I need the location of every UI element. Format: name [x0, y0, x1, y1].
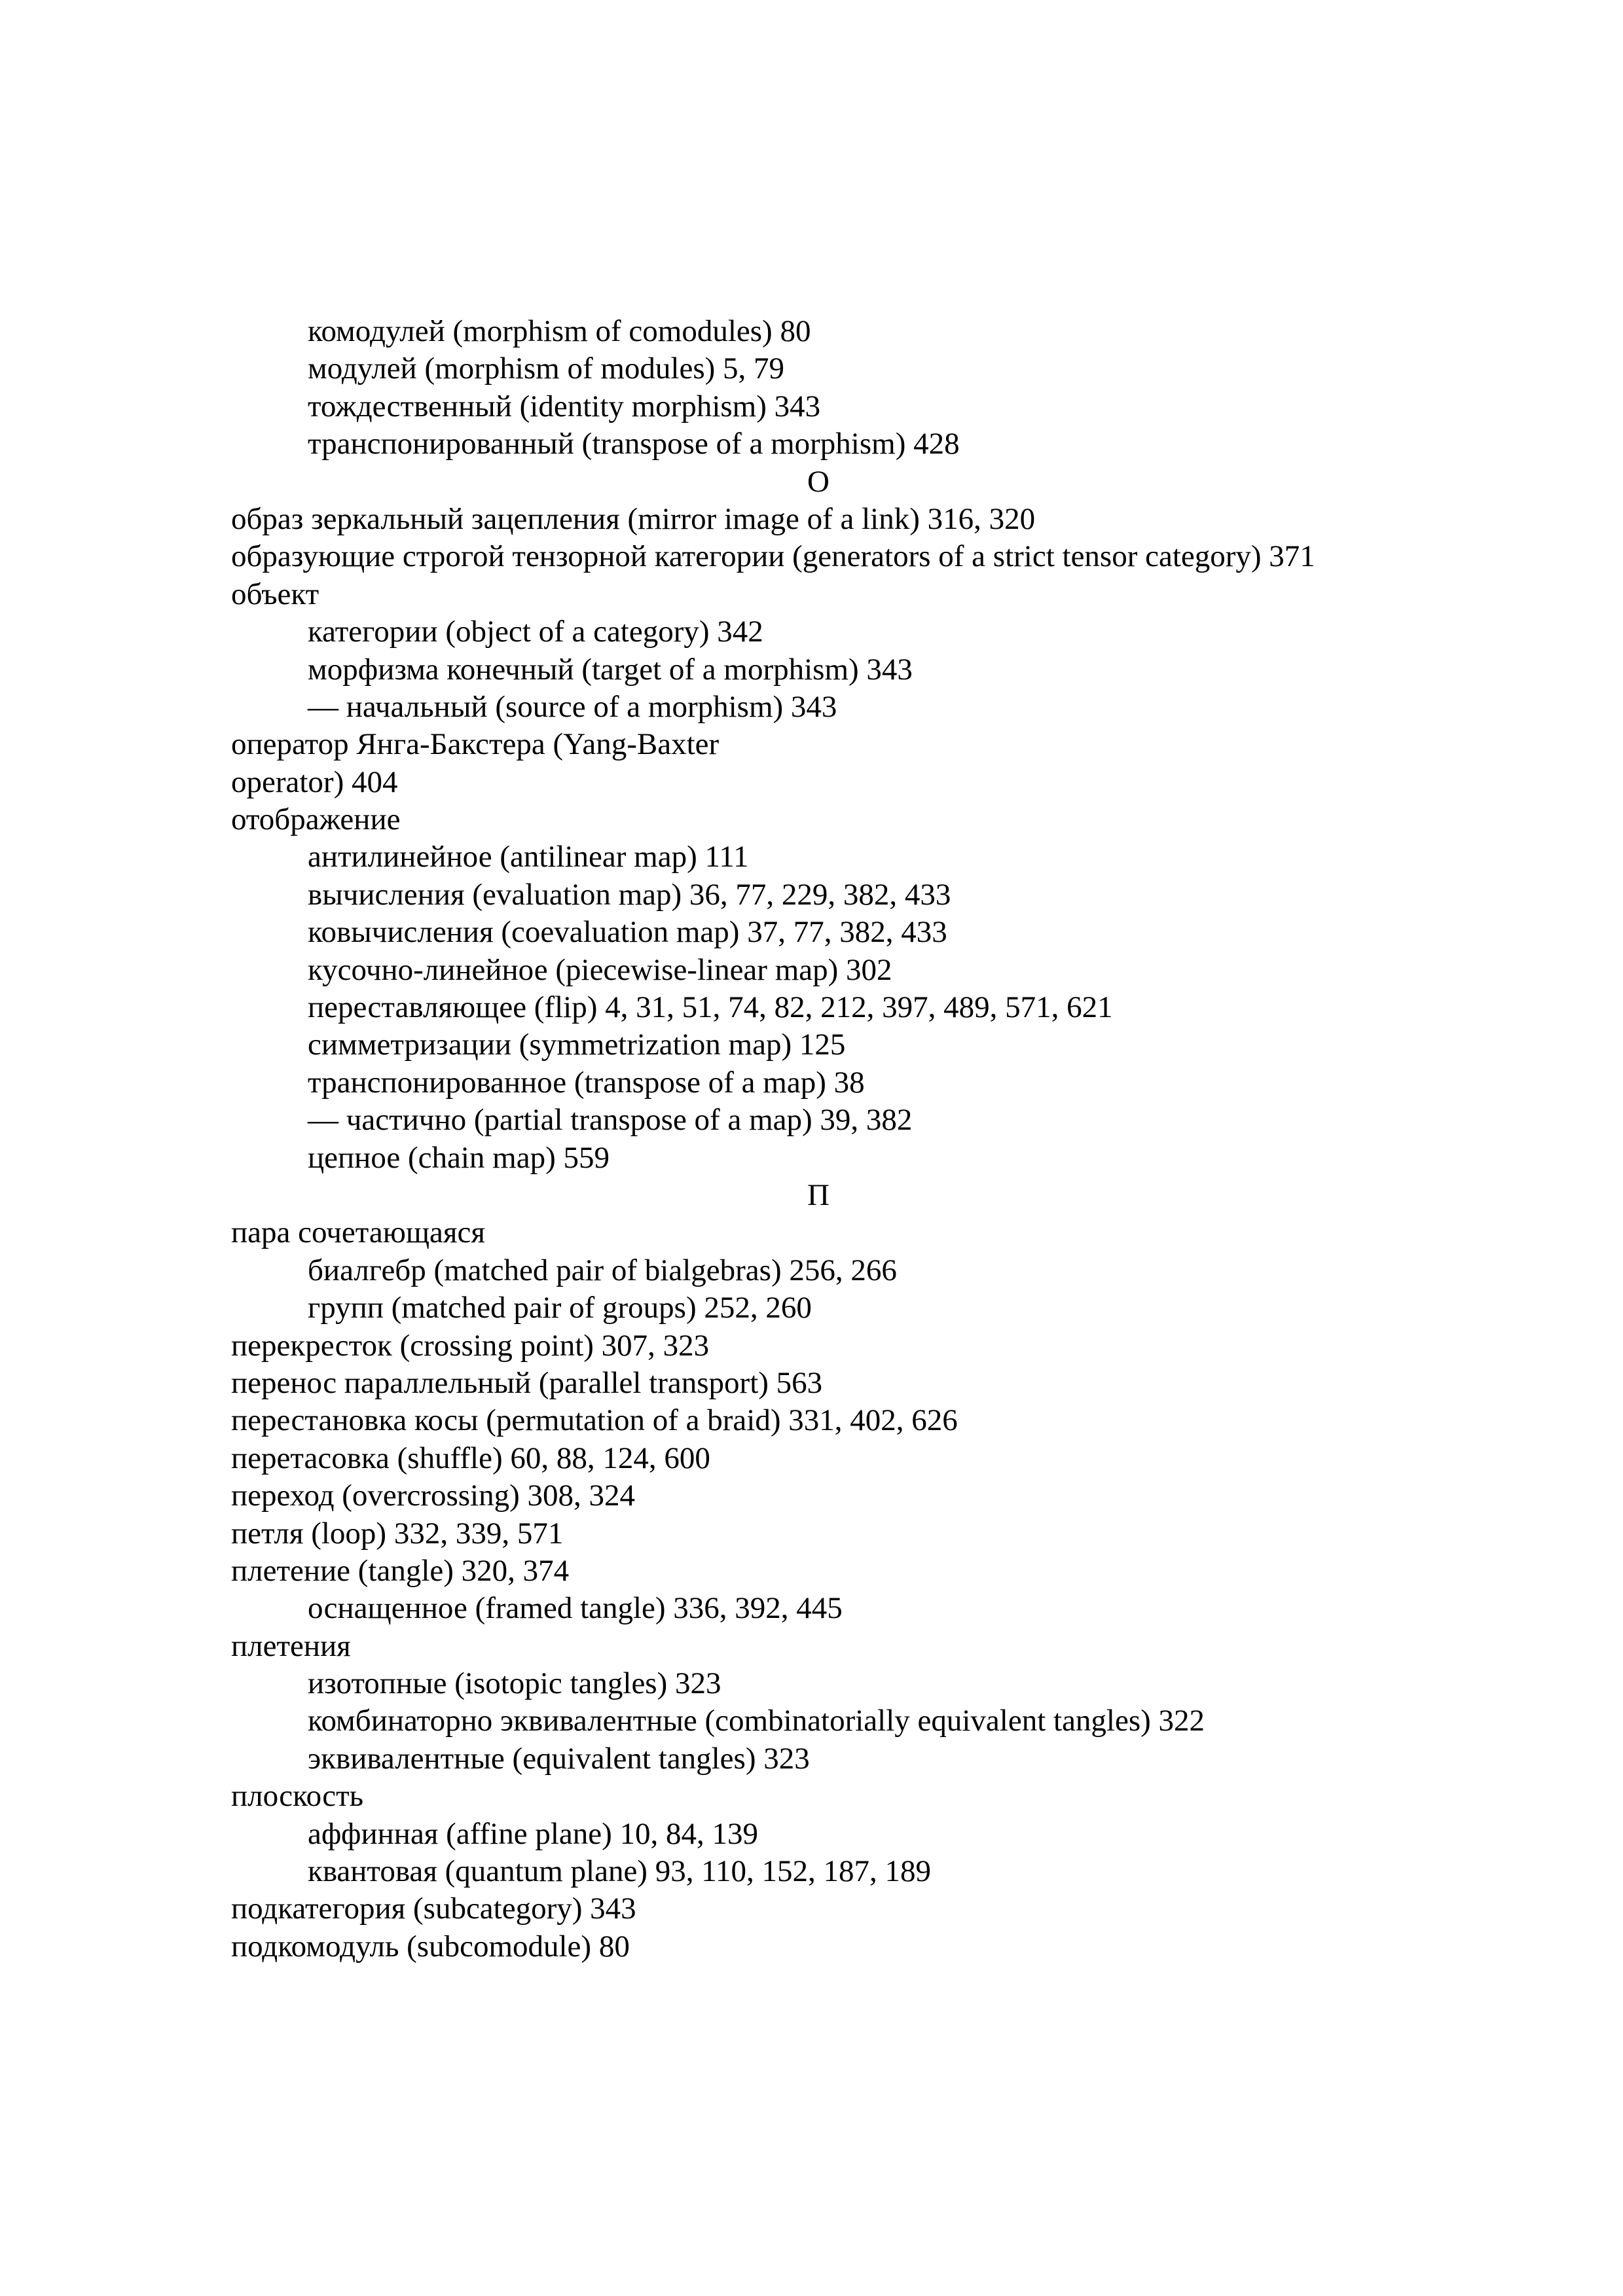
- index-subentry: транспонированное (transpose of a map) 38: [308, 1065, 865, 1100]
- index-subentry: квантовая (quantum plane) 93, 110, 152, 187, 189: [308, 1854, 931, 1889]
- index-entry: подкатегория (subcategory) 343: [231, 1892, 636, 1926]
- subject-index: [231, 313, 1475, 1965]
- index-section-letter: [231, 463, 1475, 501]
- index-section-letter: [231, 1177, 1475, 1214]
- index-entry: подкомодуль (subcomodule) 80: [231, 1929, 630, 1964]
- index-subentry: кусочно-линейное (piecewise-linear map) 302: [308, 952, 892, 987]
- index-entry: образующие строгой тензорной категории (generators of a strict tensor category) 371: [231, 539, 1315, 574]
- index-subentry: биалгебр (matched pair of bialgebras) 256, 266: [308, 1253, 897, 1287]
- index-subentry: морфизма конечный (target of a morphism) 343: [308, 652, 913, 687]
- index-subentry: ковычисления (coevaluation map) 37, 77, 382, 433: [308, 915, 947, 950]
- index-entry: перестановка косы (permutation of a braid) 331, 402, 626: [231, 1403, 958, 1438]
- index-entry: перетасовка (shuffle) 60, 88, 124, 600: [231, 1441, 710, 1475]
- index-entry: плетения: [231, 1628, 351, 1663]
- index-subentry: эквивалентные (equivalent tangles) 323: [308, 1741, 810, 1776]
- index-subentry: модулей (morphism of modules) 5, 79: [308, 351, 785, 386]
- index-subentry: антилинейное (antilinear map) 111: [308, 840, 749, 874]
- index-entry: отображение: [231, 802, 401, 837]
- index-entry: объект: [231, 577, 319, 611]
- index-entry: пара сочетающаяся: [231, 1215, 486, 1250]
- index-subentry: — частично (partial transpose of a map) 39, 382: [308, 1103, 913, 1138]
- index-entry: operator) 404: [231, 764, 398, 799]
- section-letter-text: О: [807, 464, 830, 499]
- index-subentry: изотопные (isotopic tangles) 323: [308, 1666, 721, 1701]
- index-entry: образ зеркальный зацепления (mirror image of a link) 316, 320: [231, 501, 1036, 536]
- index-subentry: комбинаторно эквивалентные (combinatorially equivalent tangles) 322: [308, 1704, 1205, 1738]
- index-entry: плоскость: [231, 1779, 364, 1814]
- index-entry: плетение (tangle) 320, 374: [231, 1553, 570, 1588]
- index-subentry: тождественный (identity morphism) 343: [308, 389, 821, 423]
- index-entry: переход (overcrossing) 308, 324: [231, 1479, 635, 1513]
- index-entry: перенос параллельный (parallel transport) 563: [231, 1365, 823, 1400]
- index-subentry: цепное (chain map) 559: [308, 1140, 610, 1175]
- index-subentry: аффинная (affine plane) 10, 84, 139: [308, 1816, 758, 1851]
- index-entry: перекресток (crossing point) 307, 323: [231, 1328, 710, 1363]
- index-subentry: комодулей (morphism of comodules) 80: [308, 314, 811, 348]
- index-subentry: транспонированный (transpose of a morphism) 428: [308, 427, 960, 461]
- index-subentry: групп (matched pair of groups) 252, 260: [308, 1291, 812, 1325]
- index-subentry: переставляющее (flip) 4, 31, 51, 74, 82, 212, 397, 489, 571, 621: [308, 990, 1113, 1025]
- index-subentry: симметризации (symmetrization map) 125: [308, 1028, 846, 1062]
- index-entry: оператор Янга-Бакстера (Yang-Baxter: [231, 727, 720, 762]
- index-subentry: оснащенное (framed tangle) 336, 392, 445: [308, 1591, 843, 1626]
- index-subentry: вычисления (evaluation map) 36, 77, 229, 382, 433: [308, 877, 951, 912]
- index-subentry: — начальный (source of a morphism) 343: [308, 689, 837, 724]
- section-letter-text: П: [807, 1177, 830, 1212]
- index-subentry: категории (object of a category) 342: [308, 615, 763, 649]
- index-entry: петля (loop) 332, 339, 571: [231, 1516, 564, 1551]
